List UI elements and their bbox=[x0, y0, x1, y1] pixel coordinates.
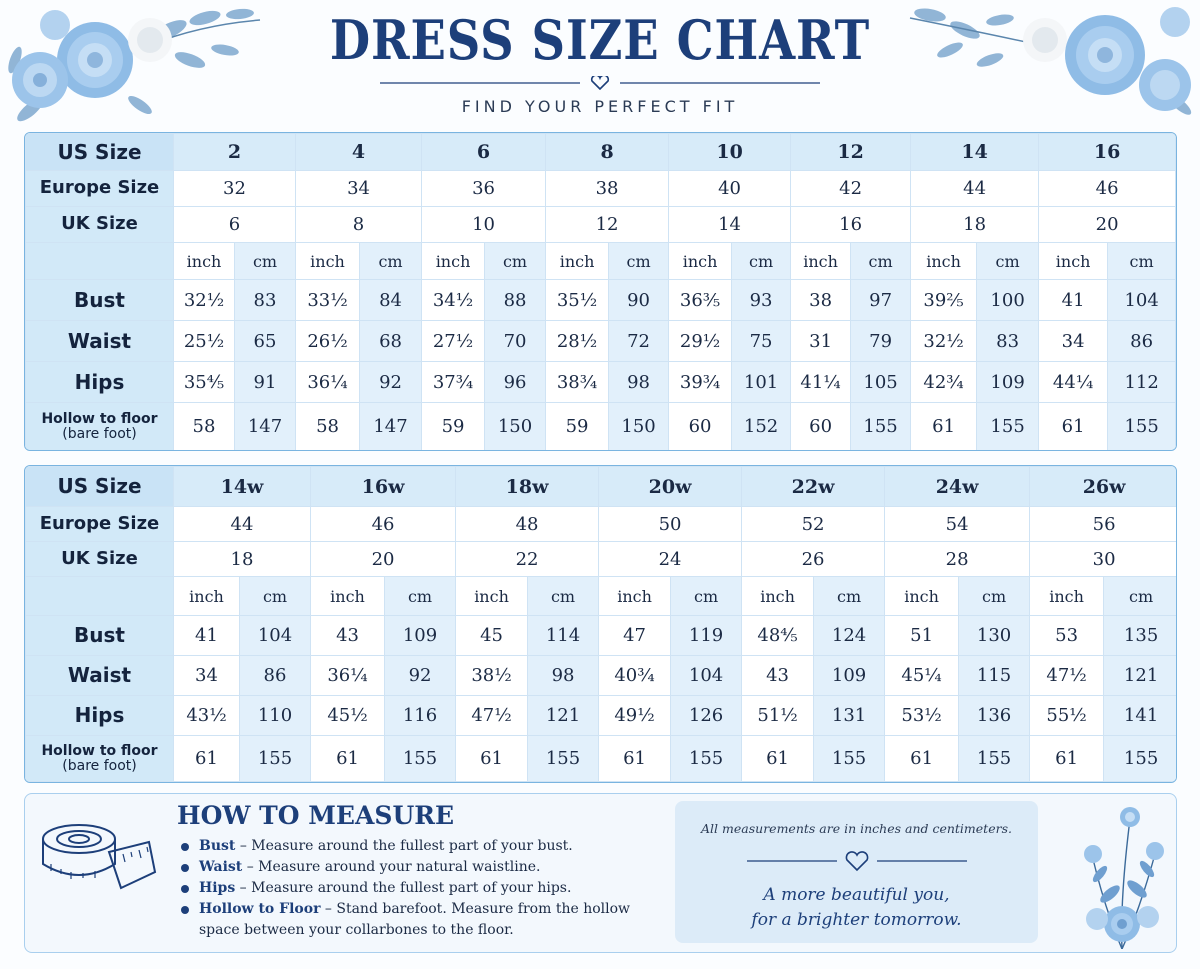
inch-value: 48⅘ bbox=[742, 616, 814, 656]
page-title: DRESS SIZE CHART bbox=[329, 8, 871, 72]
unit-cm: cm bbox=[977, 243, 1039, 280]
unit-inch: inch bbox=[311, 577, 385, 616]
unit-inch: inch bbox=[791, 243, 851, 280]
cm-value: 86 bbox=[240, 656, 311, 696]
cm-value: 109 bbox=[977, 362, 1039, 403]
tagline-line-2: for a brighter tomorrow. bbox=[751, 910, 962, 930]
inch-value: 31 bbox=[791, 321, 851, 362]
description: – Measure around the fullest part of your hips. bbox=[235, 880, 572, 896]
europe-size-cell: 40 bbox=[669, 171, 791, 207]
inch-value: 29½ bbox=[669, 321, 732, 362]
inch-value: 47½ bbox=[456, 696, 528, 736]
uk-size-cell: 20 bbox=[1039, 207, 1176, 243]
blank-header-cell bbox=[26, 577, 174, 616]
inch-value: 44¼ bbox=[1039, 362, 1108, 403]
row-label-sub: (bare foot) bbox=[62, 425, 137, 442]
inch-value: 25½ bbox=[174, 321, 235, 362]
cm-value: 155 bbox=[814, 736, 885, 782]
uk-size-cell: 22 bbox=[456, 542, 599, 577]
bust-row bbox=[26, 280, 1176, 321]
cm-value: 136 bbox=[959, 696, 1030, 736]
uk-size-cell: 26 bbox=[742, 542, 885, 577]
heart-icon bbox=[747, 849, 967, 873]
cm-value: 112 bbox=[1108, 362, 1176, 403]
us-size-cell: 14 bbox=[911, 134, 1039, 171]
inch-value: 51 bbox=[885, 616, 959, 656]
row-label-sub: (bare foot) bbox=[62, 757, 137, 774]
note-box bbox=[675, 801, 1038, 943]
inch-value: 28½ bbox=[546, 321, 609, 362]
inch-value: 42¾ bbox=[911, 362, 977, 403]
unit-cm: cm bbox=[851, 243, 911, 280]
unit-cm: cm bbox=[1104, 577, 1177, 616]
europe-size-cell: 44 bbox=[911, 171, 1039, 207]
us-size-cell: 24w bbox=[885, 467, 1030, 507]
cm-value: 150 bbox=[485, 403, 546, 451]
inch-value: 61 bbox=[911, 403, 977, 451]
europe-size-cell: 54 bbox=[885, 507, 1030, 542]
unit-cm: cm bbox=[235, 243, 296, 280]
cm-value: 130 bbox=[959, 616, 1030, 656]
uk-size-cell: 14 bbox=[669, 207, 791, 243]
cm-value: 90 bbox=[609, 280, 669, 321]
unit-inch: inch bbox=[296, 243, 360, 280]
us-size-cell: 10 bbox=[669, 134, 791, 171]
cm-value: 150 bbox=[609, 403, 669, 451]
list-item bbox=[179, 899, 669, 941]
cm-value: 86 bbox=[1108, 321, 1176, 362]
unit-cm: cm bbox=[609, 243, 669, 280]
inch-value: 41 bbox=[174, 616, 240, 656]
us-size-cell: 16 bbox=[1039, 134, 1176, 171]
term: Waist bbox=[199, 859, 243, 875]
cm-value: 124 bbox=[814, 616, 885, 656]
inch-value: 59 bbox=[422, 403, 485, 451]
plus-size-table bbox=[24, 465, 1177, 783]
cm-value: 65 bbox=[235, 321, 296, 362]
inch-value: 32½ bbox=[911, 321, 977, 362]
unit-inch: inch bbox=[1039, 243, 1108, 280]
inch-value: 34½ bbox=[422, 280, 485, 321]
europe-size-cell: 48 bbox=[456, 507, 599, 542]
measuring-tape-icon bbox=[39, 814, 159, 894]
cm-value: 98 bbox=[609, 362, 669, 403]
cm-value: 93 bbox=[732, 280, 791, 321]
cm-value: 101 bbox=[732, 362, 791, 403]
unit-inch: inch bbox=[1030, 577, 1104, 616]
inch-value: 55½ bbox=[1030, 696, 1104, 736]
cm-value: 75 bbox=[732, 321, 791, 362]
inch-value: 34 bbox=[174, 656, 240, 696]
row-label: Hips bbox=[26, 362, 174, 403]
blank-header-cell bbox=[26, 243, 174, 280]
row-label: Waist bbox=[26, 656, 174, 696]
cm-value: 116 bbox=[385, 696, 456, 736]
floral-decoration bbox=[1075, 799, 1170, 949]
cm-value: 155 bbox=[851, 403, 911, 451]
uk-size-cell: 24 bbox=[599, 542, 742, 577]
inch-value: 38¾ bbox=[546, 362, 609, 403]
cm-value: 72 bbox=[609, 321, 669, 362]
row-label-main: Hollow to floor bbox=[41, 410, 158, 427]
inch-value: 53½ bbox=[885, 696, 959, 736]
us-size-cell: 26w bbox=[1030, 467, 1177, 507]
europe-size-cell: 46 bbox=[311, 507, 456, 542]
inch-value: 36¼ bbox=[311, 656, 385, 696]
us-size-cell: 6 bbox=[422, 134, 546, 171]
inch-value: 36⅗ bbox=[669, 280, 732, 321]
hollow-to-floor-row bbox=[26, 736, 1178, 782]
cm-value: 114 bbox=[528, 616, 599, 656]
waist-row bbox=[26, 656, 1178, 696]
tagline bbox=[675, 883, 1038, 933]
list-item bbox=[179, 878, 669, 899]
inch-value: 26½ bbox=[296, 321, 360, 362]
cm-value: 152 bbox=[732, 403, 791, 451]
standard-size-table bbox=[24, 132, 1177, 451]
inch-value: 33½ bbox=[296, 280, 360, 321]
hips-row bbox=[26, 362, 1176, 403]
inch-value: 43½ bbox=[174, 696, 240, 736]
inch-value: 39¾ bbox=[669, 362, 732, 403]
unit-cm: cm bbox=[814, 577, 885, 616]
row-label: UK Size bbox=[26, 542, 174, 577]
cm-value: 121 bbox=[1104, 656, 1177, 696]
page-subtitle: FIND YOUR PERFECT FIT bbox=[461, 97, 739, 116]
unit-inch: inch bbox=[885, 577, 959, 616]
cm-value: 121 bbox=[528, 696, 599, 736]
row-label-main: Hollow to floor bbox=[41, 742, 158, 759]
term: Bust bbox=[199, 838, 236, 854]
inch-value: 61 bbox=[1030, 736, 1104, 782]
inch-value: 60 bbox=[791, 403, 851, 451]
uk-size-row bbox=[26, 542, 1178, 577]
inch-value: 47 bbox=[599, 616, 671, 656]
unit-cm: cm bbox=[732, 243, 791, 280]
inch-value: 59 bbox=[546, 403, 609, 451]
inch-value: 58 bbox=[296, 403, 360, 451]
cm-value: 68 bbox=[360, 321, 422, 362]
floral-decoration bbox=[890, 0, 1200, 125]
us-size-cell: 4 bbox=[296, 134, 422, 171]
cm-value: 79 bbox=[851, 321, 911, 362]
units-note: All measurements are in inches and centimeters. bbox=[701, 821, 1012, 836]
cm-value: 70 bbox=[485, 321, 546, 362]
cm-value: 109 bbox=[814, 656, 885, 696]
us-size-cell: 12 bbox=[791, 134, 911, 171]
uk-size-cell: 20 bbox=[311, 542, 456, 577]
row-label: Waist bbox=[26, 321, 174, 362]
waist-row bbox=[26, 321, 1176, 362]
inch-value: 43 bbox=[742, 656, 814, 696]
cm-value: 84 bbox=[360, 280, 422, 321]
cm-value: 147 bbox=[360, 403, 422, 451]
us-size-row bbox=[26, 467, 1178, 507]
row-label: Europe Size bbox=[26, 507, 174, 542]
cm-value: 155 bbox=[1104, 736, 1177, 782]
us-size-row bbox=[26, 134, 1176, 171]
row-label: Europe Size bbox=[26, 171, 174, 207]
cm-value: 88 bbox=[485, 280, 546, 321]
cm-value: 115 bbox=[959, 656, 1030, 696]
cm-value: 147 bbox=[235, 403, 296, 451]
inch-value: 39⅖ bbox=[911, 280, 977, 321]
term: Hollow to Floor bbox=[199, 901, 321, 917]
europe-size-cell: 52 bbox=[742, 507, 885, 542]
unit-inch: inch bbox=[174, 577, 240, 616]
europe-size-cell: 50 bbox=[599, 507, 742, 542]
heart-icon bbox=[380, 76, 820, 90]
cm-value: 135 bbox=[1104, 616, 1177, 656]
inch-value: 32½ bbox=[174, 280, 235, 321]
description: – Measure around the fullest part of your bust. bbox=[235, 838, 573, 854]
row-label: Bust bbox=[26, 616, 174, 656]
unit-inch: inch bbox=[456, 577, 528, 616]
hollow-to-floor-row bbox=[26, 403, 1176, 451]
inch-value: 58 bbox=[174, 403, 235, 451]
cm-value: 104 bbox=[240, 616, 311, 656]
inch-value: 36¼ bbox=[296, 362, 360, 403]
how-to-measure-panel bbox=[24, 793, 1177, 953]
europe-size-cell: 46 bbox=[1039, 171, 1176, 207]
unit-inch: inch bbox=[911, 243, 977, 280]
inch-value: 47½ bbox=[1030, 656, 1104, 696]
inch-value: 61 bbox=[1039, 403, 1108, 451]
cm-value: 104 bbox=[671, 656, 742, 696]
cm-value: 83 bbox=[977, 321, 1039, 362]
unit-cm: cm bbox=[485, 243, 546, 280]
inch-value: 38 bbox=[791, 280, 851, 321]
unit-cm: cm bbox=[240, 577, 311, 616]
inch-value: 45 bbox=[456, 616, 528, 656]
cm-value: 119 bbox=[671, 616, 742, 656]
unit-cm: cm bbox=[528, 577, 599, 616]
unit-cm: cm bbox=[671, 577, 742, 616]
cm-value: 98 bbox=[528, 656, 599, 696]
cm-value: 91 bbox=[235, 362, 296, 403]
us-size-cell: 8 bbox=[546, 134, 669, 171]
header bbox=[0, 0, 1200, 125]
europe-size-cell: 56 bbox=[1030, 507, 1177, 542]
cm-value: 155 bbox=[240, 736, 311, 782]
inch-value: 40¾ bbox=[599, 656, 671, 696]
how-to-measure-list bbox=[179, 836, 669, 941]
row-label bbox=[26, 403, 174, 451]
us-size-cell: 14w bbox=[174, 467, 311, 507]
inch-value: 38½ bbox=[456, 656, 528, 696]
inch-value: 34 bbox=[1039, 321, 1108, 362]
us-size-cell: 20w bbox=[599, 467, 742, 507]
us-size-cell: 16w bbox=[311, 467, 456, 507]
uk-size-cell: 10 bbox=[422, 207, 546, 243]
inch-value: 49½ bbox=[599, 696, 671, 736]
unit-inch: inch bbox=[546, 243, 609, 280]
uk-size-cell: 18 bbox=[174, 542, 311, 577]
cm-value: 155 bbox=[977, 403, 1039, 451]
uk-size-cell: 18 bbox=[911, 207, 1039, 243]
unit-row bbox=[26, 243, 1176, 280]
inch-value: 61 bbox=[174, 736, 240, 782]
europe-size-cell: 34 bbox=[296, 171, 422, 207]
cm-value: 155 bbox=[959, 736, 1030, 782]
uk-size-row bbox=[26, 207, 1176, 243]
inch-value: 27½ bbox=[422, 321, 485, 362]
europe-size-cell: 38 bbox=[546, 171, 669, 207]
cm-value: 131 bbox=[814, 696, 885, 736]
uk-size-cell: 16 bbox=[791, 207, 911, 243]
list-item bbox=[179, 857, 669, 878]
inch-value: 35⅘ bbox=[174, 362, 235, 403]
inch-value: 37¾ bbox=[422, 362, 485, 403]
inch-value: 61 bbox=[885, 736, 959, 782]
inch-value: 61 bbox=[311, 736, 385, 782]
bust-row bbox=[26, 616, 1178, 656]
unit-inch: inch bbox=[422, 243, 485, 280]
europe-size-cell: 32 bbox=[174, 171, 296, 207]
row-label: US Size bbox=[26, 467, 174, 507]
cm-value: 105 bbox=[851, 362, 911, 403]
inch-value: 45½ bbox=[311, 696, 385, 736]
inch-value: 61 bbox=[599, 736, 671, 782]
inch-value: 35½ bbox=[546, 280, 609, 321]
inch-value: 41¼ bbox=[791, 362, 851, 403]
inch-value: 60 bbox=[669, 403, 732, 451]
cm-value: 141 bbox=[1104, 696, 1177, 736]
unit-row bbox=[26, 577, 1178, 616]
row-label: Bust bbox=[26, 280, 174, 321]
list-item bbox=[179, 836, 669, 857]
uk-size-cell: 12 bbox=[546, 207, 669, 243]
europe-size-cell: 44 bbox=[174, 507, 311, 542]
uk-size-cell: 6 bbox=[174, 207, 296, 243]
tagline-line-1: A more beautiful you, bbox=[763, 885, 950, 905]
inch-value: 51½ bbox=[742, 696, 814, 736]
uk-size-cell: 8 bbox=[296, 207, 422, 243]
us-size-cell: 18w bbox=[456, 467, 599, 507]
unit-inch: inch bbox=[599, 577, 671, 616]
inch-value: 53 bbox=[1030, 616, 1104, 656]
description: – Stand barefoot. Measure from the hollow space between your collarbones to the floor. bbox=[199, 901, 631, 938]
unit-inch: inch bbox=[174, 243, 235, 280]
description: – Measure around your natural waistline. bbox=[242, 859, 541, 875]
unit-cm: cm bbox=[1108, 243, 1176, 280]
unit-cm: cm bbox=[385, 577, 456, 616]
row-label: US Size bbox=[26, 134, 174, 171]
unit-cm: cm bbox=[959, 577, 1030, 616]
cm-value: 109 bbox=[385, 616, 456, 656]
how-to-measure-title: HOW TO MEASURE bbox=[177, 801, 455, 830]
cm-value: 155 bbox=[528, 736, 599, 782]
cm-value: 155 bbox=[671, 736, 742, 782]
us-size-cell: 2 bbox=[174, 134, 296, 171]
inch-value: 61 bbox=[456, 736, 528, 782]
unit-cm: cm bbox=[360, 243, 422, 280]
uk-size-cell: 28 bbox=[885, 542, 1030, 577]
cm-value: 96 bbox=[485, 362, 546, 403]
cm-value: 110 bbox=[240, 696, 311, 736]
inch-value: 61 bbox=[742, 736, 814, 782]
us-size-cell: 22w bbox=[742, 467, 885, 507]
cm-value: 104 bbox=[1108, 280, 1176, 321]
uk-size-cell: 30 bbox=[1030, 542, 1177, 577]
cm-value: 92 bbox=[385, 656, 456, 696]
cm-value: 155 bbox=[385, 736, 456, 782]
cm-value: 97 bbox=[851, 280, 911, 321]
hips-row bbox=[26, 696, 1178, 736]
europe-size-row bbox=[26, 171, 1176, 207]
cm-value: 83 bbox=[235, 280, 296, 321]
row-label: Hips bbox=[26, 696, 174, 736]
row-label bbox=[26, 736, 174, 782]
inch-value: 41 bbox=[1039, 280, 1108, 321]
row-label: UK Size bbox=[26, 207, 174, 243]
inch-value: 43 bbox=[311, 616, 385, 656]
europe-size-row bbox=[26, 507, 1178, 542]
cm-value: 126 bbox=[671, 696, 742, 736]
inch-value: 45¼ bbox=[885, 656, 959, 696]
term: Hips bbox=[199, 880, 236, 896]
cm-value: 155 bbox=[1108, 403, 1176, 451]
cm-value: 100 bbox=[977, 280, 1039, 321]
cm-value: 92 bbox=[360, 362, 422, 403]
unit-inch: inch bbox=[669, 243, 732, 280]
europe-size-cell: 36 bbox=[422, 171, 546, 207]
unit-inch: inch bbox=[742, 577, 814, 616]
europe-size-cell: 42 bbox=[791, 171, 911, 207]
